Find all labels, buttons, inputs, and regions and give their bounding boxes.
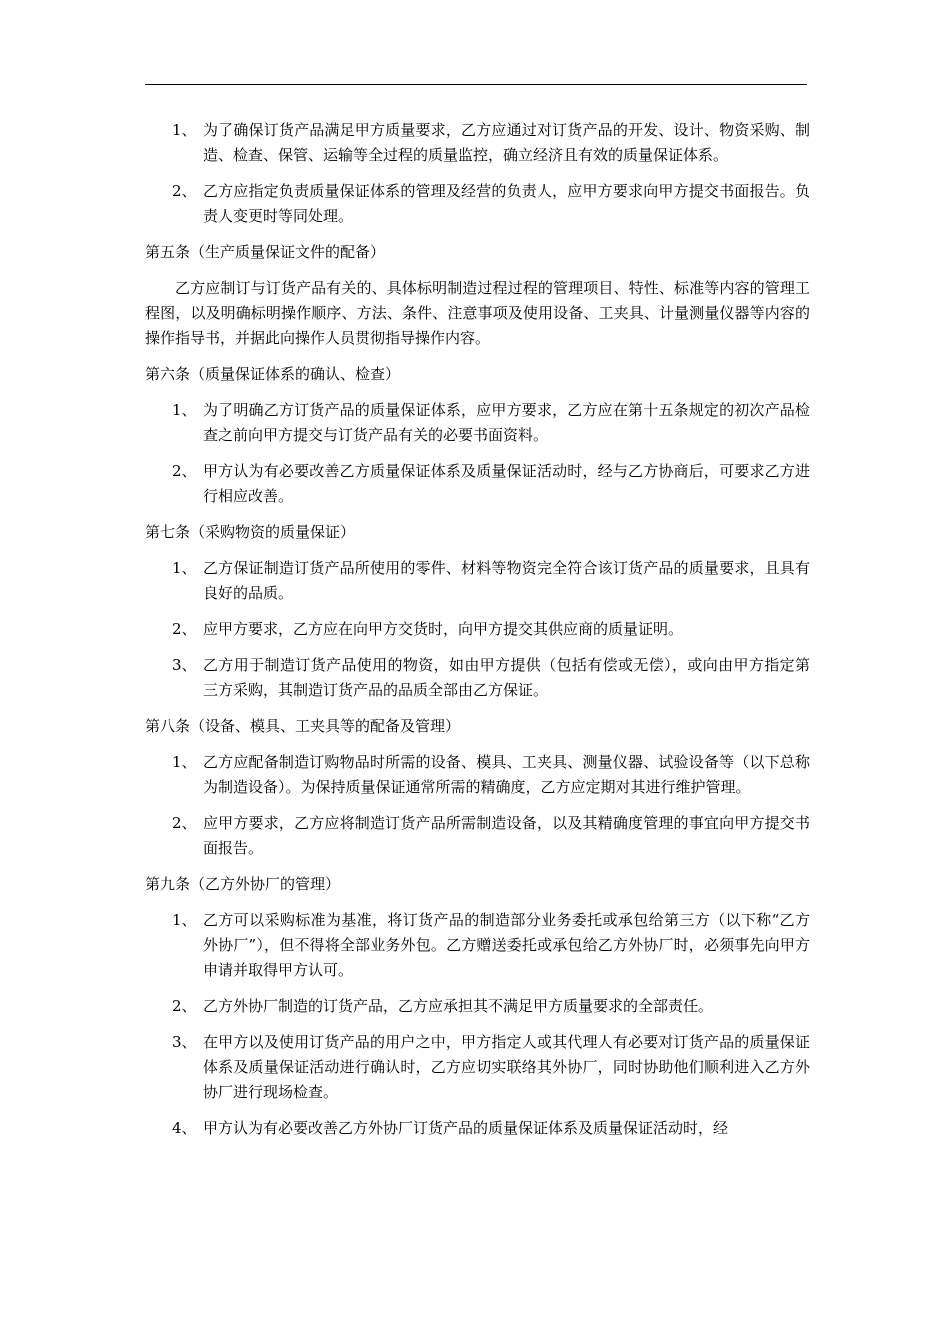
item-text: 应甲方要求，乙方应将制造订货产品所需制造设备，以及其精确度管理的事宜向甲方提交书面报告。 (203, 814, 810, 857)
item-text: 在甲方以及使用订货产品的用户之中，甲方指定人或其代理人有必要对订货产品的质量保证体系及质量保证活动进行确认时，乙方应切实联络其外协厂，同时协助他们顺利进入乙方外协厂进行现场检查。 (203, 1033, 810, 1101)
item-text: 应甲方要求，乙方应在向甲方交货时，向甲方提交其供应商的质量证明。 (203, 620, 684, 638)
document-body (145, 118, 810, 1152)
item-text: 甲方认为有必要改善乙方质量保证体系及质量保证活动时，经与乙方协商后，可要求乙方进行相应改善。 (203, 462, 810, 505)
item-text: 乙方应配备制造订购物品时所需的设备、模具、工夹具、测量仪器、试验设备等（以下总称为制造设备）。为保持质量保证通常所需的精确度，乙方应定期对其进行维护管理。 (203, 753, 810, 796)
item-number: 3、 (172, 1033, 197, 1051)
article-heading: 第六条（质量保证体系的确认、检查） (145, 365, 401, 383)
list-item (145, 179, 810, 229)
item-number: 2、 (172, 620, 197, 638)
article-heading: 第九条（乙方外协厂的管理） (145, 875, 341, 893)
header-rule (145, 84, 807, 85)
item-number: 1、 (172, 401, 197, 419)
item-text: 乙方外协厂制造的订货产品，乙方应承担其不满足甲方质量要求的全部责任。 (203, 997, 714, 1015)
item-number: 1、 (172, 753, 197, 771)
list-item (145, 750, 810, 800)
list-item (145, 617, 810, 642)
item-number: 2、 (172, 462, 197, 480)
list-item (145, 908, 810, 983)
item-number: 1、 (172, 559, 197, 577)
item-number: 4、 (172, 1119, 197, 1137)
item-number: 1、 (172, 121, 197, 139)
list-item (145, 811, 810, 861)
article-heading: 第五条（生产质量保证文件的配备） (145, 243, 386, 261)
item-number: 1、 (172, 911, 197, 929)
list-item (145, 653, 810, 703)
list-item (145, 994, 810, 1019)
list-item (145, 1030, 810, 1105)
item-number: 3、 (172, 656, 197, 674)
list-item (145, 1116, 810, 1141)
list-item (145, 459, 810, 509)
list-item (145, 118, 810, 168)
article-heading: 第七条（采购物资的质量保证） (145, 523, 356, 541)
item-number: 2、 (172, 182, 197, 200)
list-item (145, 556, 810, 606)
item-text: 乙方保证制造订货产品所使用的零件、材料等物资完全符合该订货产品的质量要求，且具有良好的品质。 (203, 559, 810, 602)
item-number: 2、 (172, 814, 197, 832)
item-text: 为了确保订货产品满足甲方质量要求，乙方应通过对订货产品的开发、设计、物资采购、制造、检查、保管、运输等全过程的质量监控，确立经济且有效的质量保证体系。 (203, 121, 810, 164)
item-text: 甲方认为有必要改善乙方外协厂订货产品的质量保证体系及质量保证活动时，经 (203, 1119, 729, 1137)
item-text: 乙方应指定负责质量保证体系的管理及经营的负责人，应甲方要求向甲方提交书面报告。负责人变更时等同处理。 (203, 182, 810, 225)
list-item (145, 398, 810, 448)
item-number: 2、 (172, 997, 197, 1015)
item-text: 乙方用于制造订货产品使用的物资，如由甲方提供（包括有偿或无偿），或向由甲方指定第三方采购，其制造订货产品的品质全部由乙方保证。 (203, 656, 810, 699)
article-heading: 第八条（设备、模具、工夹具等的配备及管理） (145, 717, 461, 735)
item-text: 乙方可以采购标准为基准，将订货产品的制造部分业务委托或承包给第三方（以下称“乙方外协厂”），但不得将全部业务外包。乙方赠送委托或承包给乙方外协厂时，必须事先向甲方申请并取得甲方认可。 (203, 911, 810, 979)
item-text: 为了明确乙方订货产品的质量保证体系，应甲方要求，乙方应在第十五条规定的初次产品检查之前向甲方提交与订货产品有关的必要书面资料。 (203, 401, 810, 444)
article-paragraph: 乙方应制订与订货产品有关的、具体标明制造过程过程的管理项目、特性、标准等内容的管理工程图，以及明确标明操作顺序、方法、条件、注意事项及使用设备、工夹具、计量测量仪器等内容的操作指导书，并据此向操作人员贯彻指导操作内容。 (145, 279, 810, 347)
